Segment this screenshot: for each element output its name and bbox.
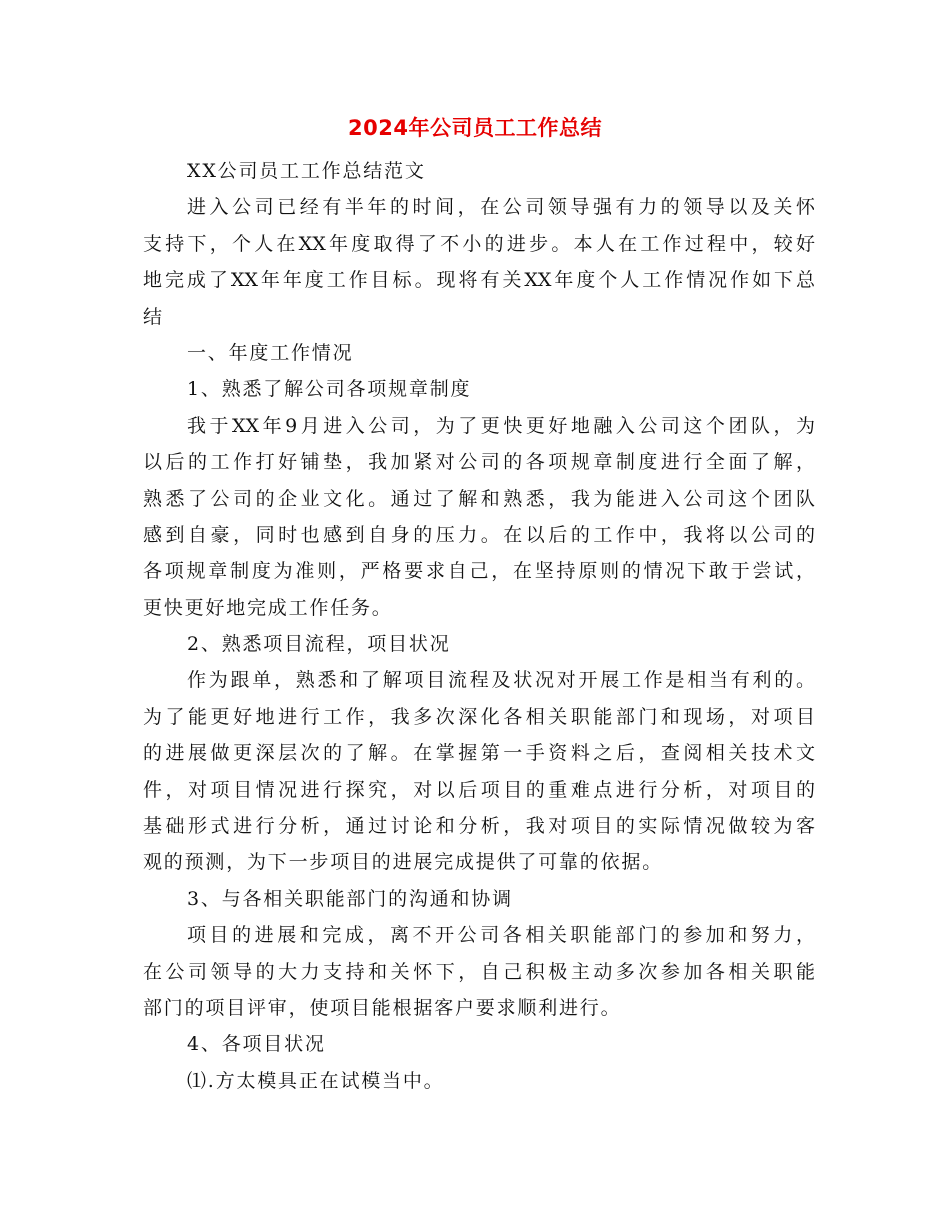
paragraph-line: 更快更好地完成工作任务。 bbox=[143, 596, 393, 619]
paragraph-line: 为了能更好地进行工作，我多次深化各相关职能部门和现场，对项目 bbox=[143, 705, 815, 728]
list-item: ⑴.方太模具正在试模当中。 bbox=[187, 1069, 445, 1092]
subsection-heading: 3、与各相关职能部门的沟通和协调 bbox=[187, 887, 513, 910]
paragraph-line: 感到自豪，同时也感到自身的压力。在以后的工作中，我将以公司的 bbox=[143, 523, 815, 546]
paragraph-line: 我于XX年9月进入公司，为了更快更好地融入公司这个团队，为 bbox=[187, 414, 815, 437]
document-title: 2024年公司员工工作总结 bbox=[348, 116, 602, 140]
paragraph-line: 项目的进展和完成，离不开公司各相关职能部门的参加和努力， bbox=[187, 924, 815, 947]
subsection-heading: 1、熟悉了解公司各项规章制度 bbox=[187, 378, 472, 401]
section-heading: 一、年度工作情况 bbox=[187, 341, 354, 364]
paragraph-line: 结 bbox=[143, 305, 164, 328]
paragraph-line: 进入公司已经有半年的时间，在公司领导强有力的领导以及关怀 bbox=[187, 196, 815, 219]
paragraph-line: 观的预测，为下一步项目的进展完成提供了可靠的依据。 bbox=[143, 851, 664, 874]
paragraph-line: 作为跟单，熟悉和了解项目流程及状况对开展工作是相当有利的。 bbox=[187, 669, 815, 692]
subsection-heading: 2、熟悉项目流程，项目状况 bbox=[187, 633, 451, 656]
document-body bbox=[143, 153, 815, 1099]
paragraph-line: 在公司领导的大力支持和关怀下，自己积极主动多次参加各相关职能 bbox=[143, 960, 815, 983]
paragraph-line: 支持下，个人在XX年度取得了不小的进步。本人在工作过程中，较好 bbox=[143, 232, 815, 255]
paragraph-line: 熟悉了公司的企业文化。通过了解和熟悉，我为能进入公司这个团队 bbox=[143, 487, 815, 510]
paragraph-line: 地完成了XX年年度工作目标。现将有关XX年度个人工作情况作如下总 bbox=[143, 269, 815, 292]
paragraph-line: 件，对项目情况进行探究，对以后项目的重难点进行分析，对项目的 bbox=[143, 778, 815, 801]
paragraph-line: 的进展做更深层次的了解。在掌握第一手资料之后，查阅相关技术文 bbox=[143, 742, 815, 765]
paragraph-line: 基础形式进行分析，通过讨论和分析，我对项目的实际情况做较为客 bbox=[143, 815, 815, 838]
paragraph-line: 以后的工作打好铺垫，我加紧对公司的各项规章制度进行全面了解， bbox=[143, 451, 815, 474]
paragraph-line: 部门的项目评审，使项目能根据客户要求顺利进行。 bbox=[143, 996, 622, 1019]
paragraph-line: 各项规章制度为准则，严格要求自己，在坚持原则的情况下敢于尝试， bbox=[143, 560, 815, 583]
subtitle-line: XX公司员工工作总结范文 bbox=[187, 160, 426, 182]
subsection-heading: 4、各项目状况 bbox=[187, 1033, 326, 1056]
